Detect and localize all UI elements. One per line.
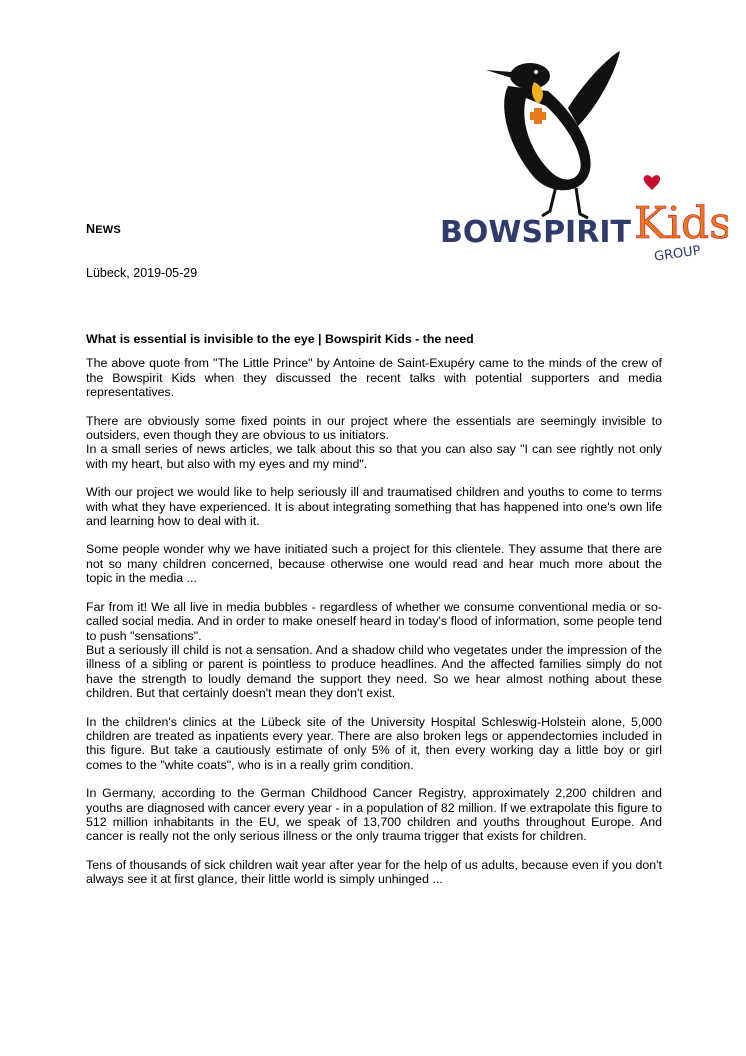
article-paragraph bbox=[86, 786, 662, 844]
news-section-label bbox=[86, 222, 121, 236]
paragraph-text: Some people wonder why we have initiated such a project for this clientele. They assume that there are not so many children concerned, because otherwise one would read and hear much more about the topic in the media ... bbox=[86, 542, 662, 586]
penguin-logo-icon bbox=[438, 46, 728, 268]
article-title: What is essential is invisible to the eye | Bowspirit Kids - the need bbox=[86, 332, 474, 346]
article-body bbox=[86, 332, 662, 901]
paragraph-text: But a seriously ill child is not a sensation. And a shadow child who vegetates under the impression of the illness of a sibling or parent is pointless to produce headlines. And the affected families simply do not have the strength to loudly demand the support they need. So we hear almost nothing about these children. But that certainly doesn't mean they don't exist. bbox=[86, 642, 662, 701]
paragraph-text: Far from it! We all live in media bubbles - regardless of whether we consume conventional media or so-called social media. And in order to make oneself heard in today's flood of information, some people tend to push "sensations". bbox=[86, 599, 662, 643]
paragraph-text: In the children's clinics at the Lübeck site of the University Hospital Schleswig-Holstein alone, 5,000 children are treated as inpatients every year. There are also broken legs or appendectomies included in this figure. But take a cautiously estimate of only 5% of it, then every working day a little boy or girl comes to the "white coats", who is in a really grim condition. bbox=[86, 714, 662, 772]
paragraph-text: With our project we would like to help seriously ill and traumatised children and youths to come to terms with what they have experienced. It is about integrating something that has happened into one's own life and learning how to deal with it. bbox=[86, 485, 662, 529]
paragraph-text: In a small series of news articles, we talk about this so that you can also say "I can see rightly not only with my heart, but also with my eyes and my mind". bbox=[86, 442, 662, 471]
paragraph-text: Tens of thousands of sick children wait year after year for the help of us adults, because even if you don't always see it at first glance, their little world is simply unhinged ... bbox=[86, 857, 662, 887]
news-label-rest: EWS bbox=[95, 224, 121, 236]
article-paragraph bbox=[86, 715, 662, 773]
bowspirit-kids-logo bbox=[438, 46, 728, 268]
article-paragraph bbox=[86, 600, 662, 701]
article-paragraph bbox=[86, 858, 662, 887]
brand-main-text: BOWSPIRIT bbox=[440, 215, 631, 250]
article-paragraph bbox=[86, 485, 662, 528]
brand-group-text: GROUP bbox=[653, 243, 702, 265]
article-paragraph bbox=[86, 356, 662, 399]
paragraph-text: There are obviously some fixed points in our project where the essentials are seemingly invisible to outsiders, even though they are obvious to us initiators. bbox=[86, 413, 662, 443]
dateline: Lübeck, 2019-05-29 bbox=[86, 266, 198, 280]
article-paragraph bbox=[86, 414, 662, 472]
paragraph-text: In Germany, according to the German Childhood Cancer Registry, approximately 2,200 children and youths are diagnosed with cancer every year - in a population of 82 million. If we extrapolate this figure to 512 million inhabitants in the EU, we speak of 13,700 children and youths throughout Europe. And cancer is really not the only serious illness or the only trauma trigger that exists for children. bbox=[86, 786, 662, 844]
news-label-initial: N bbox=[86, 222, 96, 236]
article-paragraph bbox=[86, 542, 662, 585]
brand-kids-text: Kids bbox=[634, 198, 728, 249]
article-paragraphs bbox=[86, 356, 662, 886]
paragraph-text: The above quote from "The Little Prince" by Antoine de Saint-Exupéry came to the minds of the crew of the Bowspirit Kids when they discussed the recent talks with potential supporters and media representatives. bbox=[86, 356, 662, 400]
